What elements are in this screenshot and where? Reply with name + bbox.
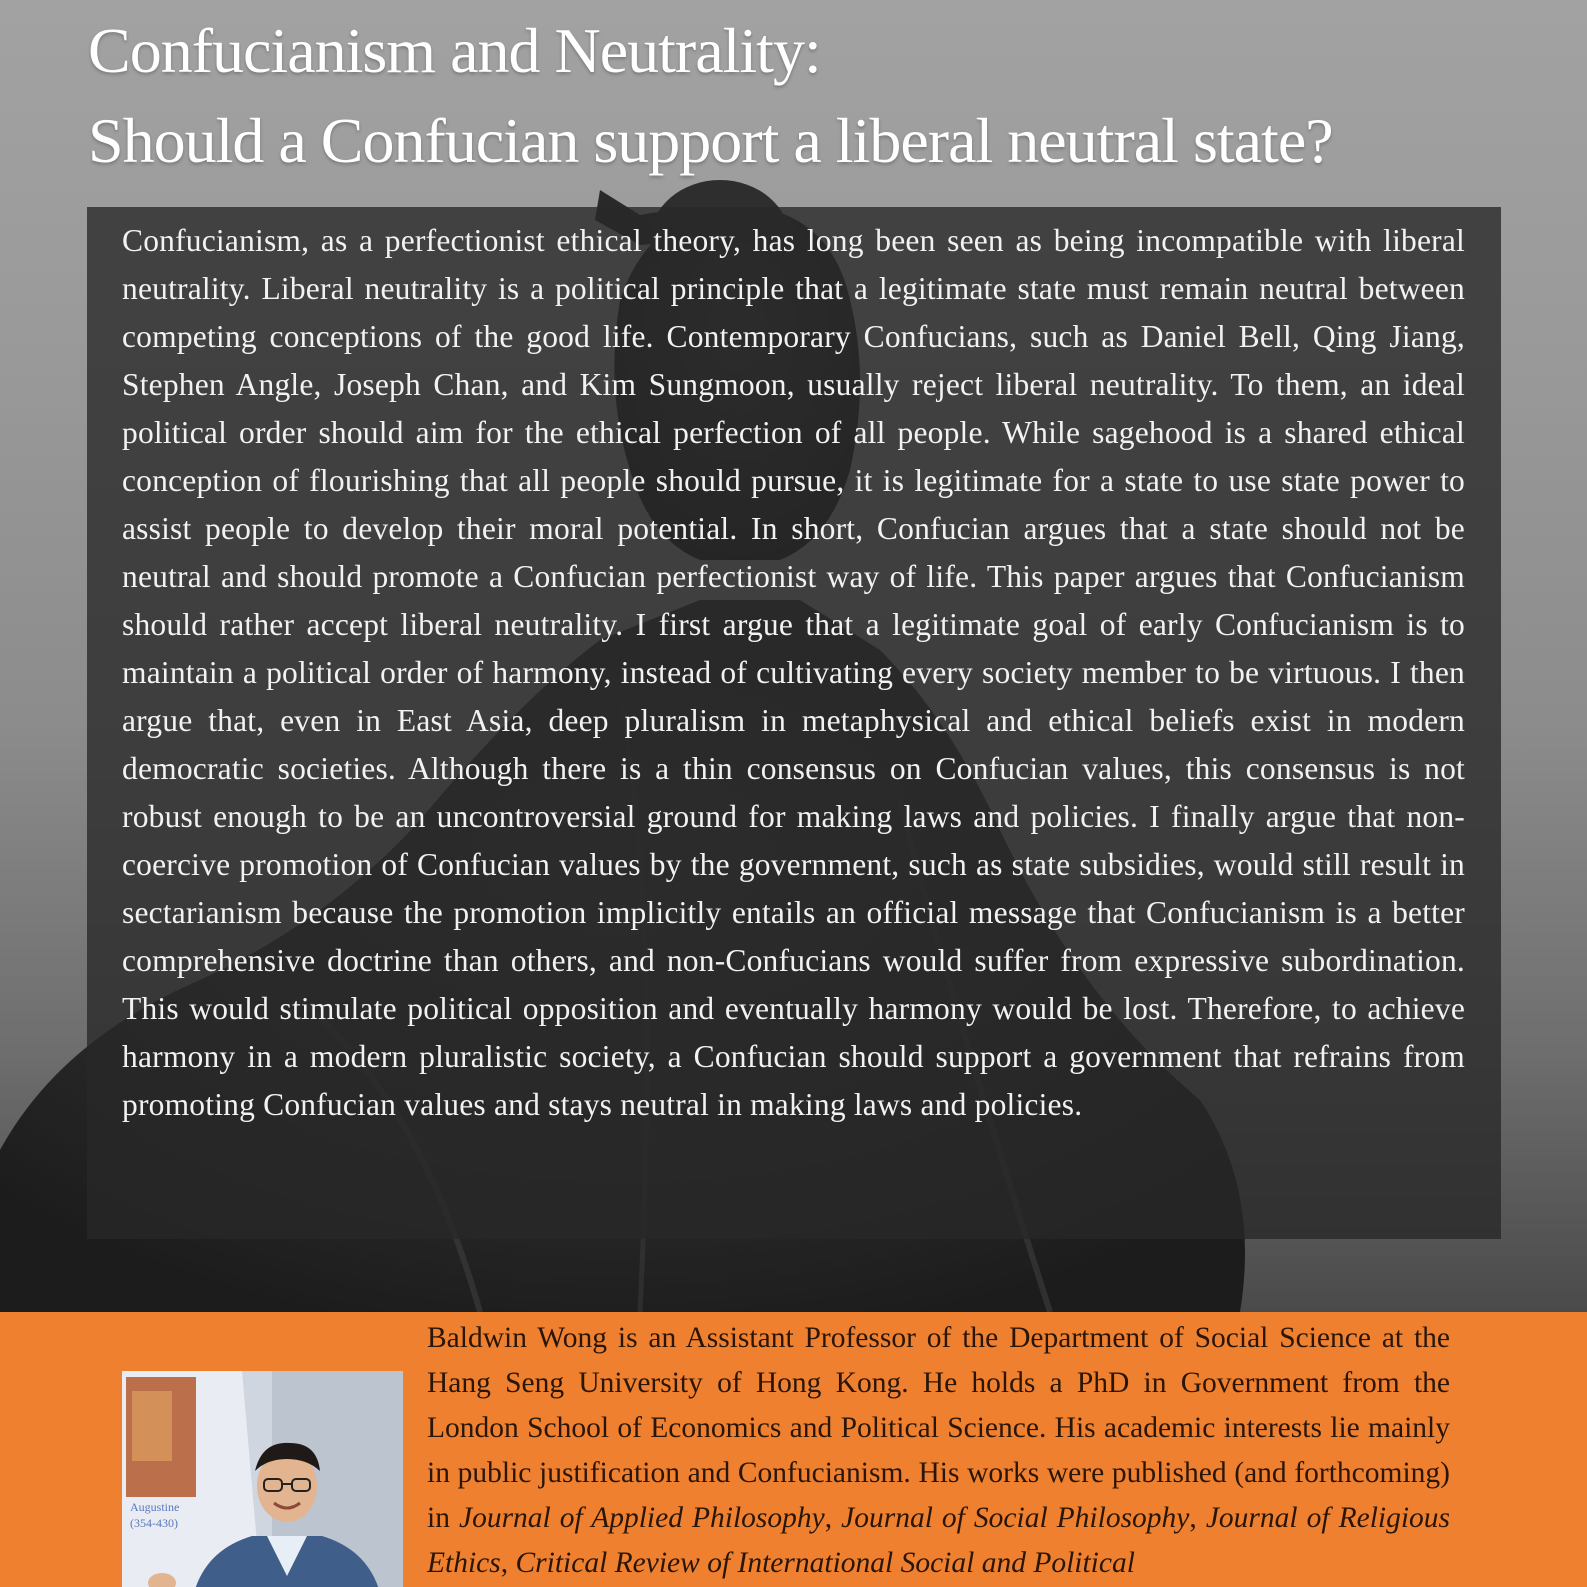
slide-caption-1: Augustine (130, 1500, 180, 1514)
journal-title-1: Journal of Applied Philosophy (458, 1502, 825, 1534)
journal-title-2: Journal of Social Philosophy (841, 1502, 1190, 1534)
speaker-portrait (122, 1371, 403, 1587)
slide-caption-2: (354-430) (130, 1516, 178, 1530)
bio-separator-3: , (500, 1547, 516, 1579)
bio-separator-2: , (1189, 1502, 1206, 1534)
bio-text-main: Baldwin Wong is an Assistant Professor of the Department of Social Science at the Hang Seng University of Hong Kong. He holds a PhD in Government from the London School of Economics and Political Science. His academic interests lie mainly in public justification and Confucianism. His works were published (and forthcoming) in (427, 1322, 1450, 1534)
title-line-1: Confucianism and Neutrality: (88, 15, 821, 86)
page-title (88, 6, 1548, 186)
speaker-bio-section (0, 1312, 1587, 1587)
journal-title-4: Critical Review of International Social and Political (515, 1547, 1135, 1579)
title-line-2: Should a Confucian support a liberal neutral state? (88, 105, 1333, 176)
abstract-text: Confucianism, as a perfectionist ethical theory, has long been seen as being incompatible with liberal neutrality. Liberal neutrality is a political principle that a legitimate state must remain neutral between competing conceptions of the good life. Contemporary Confucians, such as Daniel Bell, Qing Jiang, Stephen Angle, Joseph Chan, and Kim Sungmoon, usually reject liberal neutrality. To them, an ideal political order should aim for the ethical perfection of all people. While sagehood is a shared ethical conception of flourishing that all people should pursue, it is legitimate for a state to use state power to assist people to develop their moral potential. In short, Confucian argues that a state should not be neutral and should promote a Confucian perfectionist way of life. This paper argues that Confucianism should rather accept liberal neutrality. I first argue that a legitimate goal of early Confucianism is to maintain a political order of harmony, instead of cultivating every society member to be virtuous. I then argue that, even in East Asia, deep pluralism in metaphysical and ethical beliefs exist in modern democratic societies. Although there is a thin consensus on Confucian values, this consensus is not robust enough to be an uncontroversial ground for making laws and policies. I finally argue that non-coercive promotion of Confucian values by the government, such as state subsidies, would still result in sectarianism because the promotion implicitly entails an official message that Confucianism is a better comprehensive doctrine than others, and non-Confucians would suffer from expressive subordination. This would stimulate political opposition and eventually harmony would be lost. Therefore, to achieve harmony in a modern pluralistic society, a Confucian should support a government that refrains from promoting Confucian values and stays neutral in making laws and policies. (122, 223, 1465, 1122)
speaker-photo (122, 1371, 403, 1587)
bio-separator-1: , (824, 1502, 842, 1534)
speaker-bio-text (427, 1316, 1450, 1586)
abstract-panel (87, 207, 1501, 1239)
journal-title-3: Journal of Religious Ethics (427, 1502, 1451, 1579)
